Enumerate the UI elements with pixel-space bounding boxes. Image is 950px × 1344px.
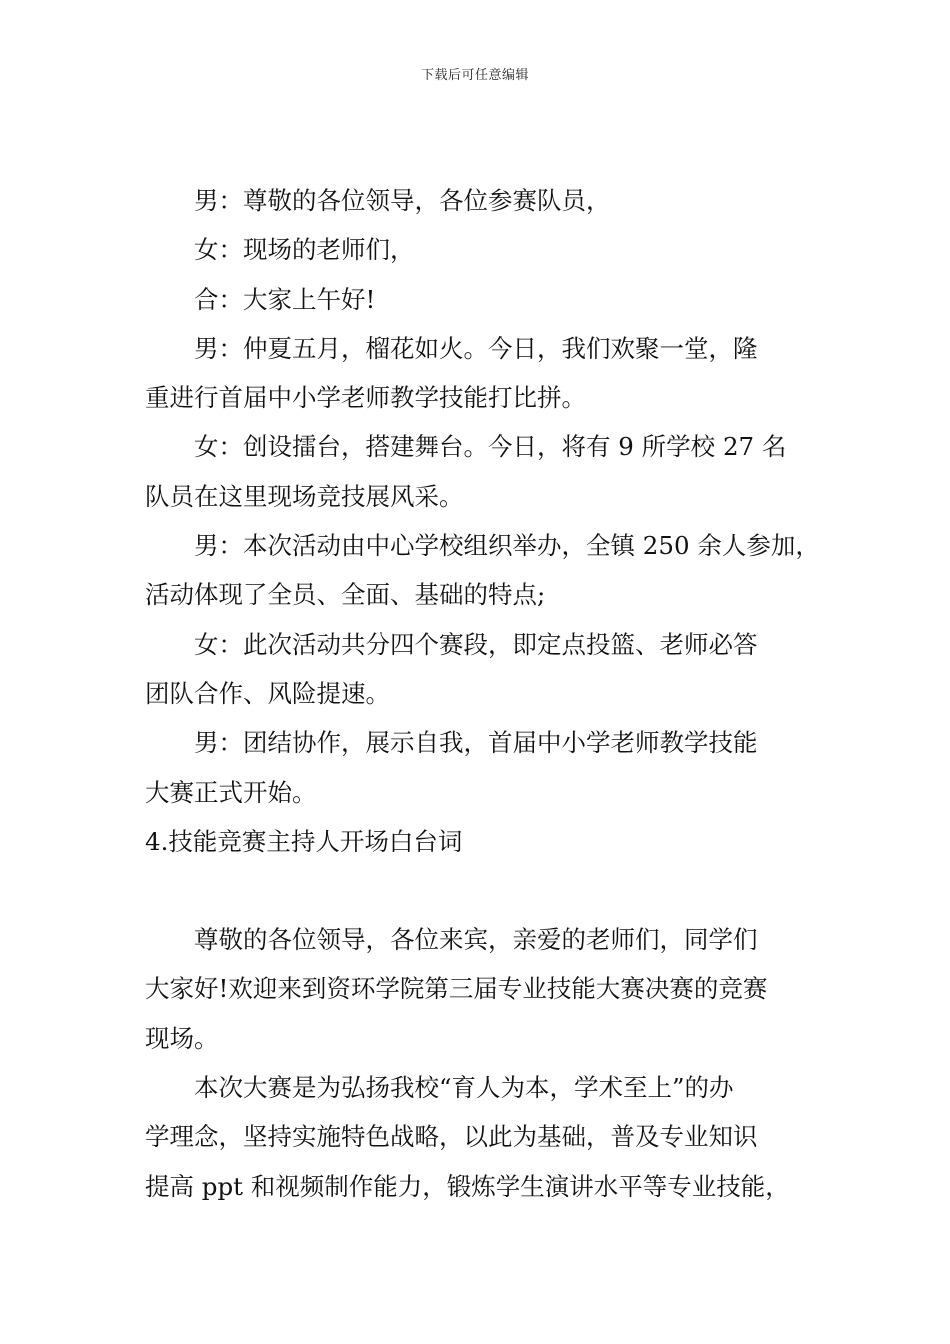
text-line: 团队合作、风险提速。	[145, 678, 390, 708]
text-line: 队员在这里现场竞技展风采。	[145, 481, 464, 511]
text-line: 女：此次活动共分四个赛段，即定点投篮、老师必答	[194, 629, 758, 659]
text-line: 尊敬的各位领导，各位来宾，亲爱的老师们，同学们	[194, 925, 758, 955]
blank-line	[145, 866, 815, 915]
text-line: 学理念，坚持实施特色战略，以此为基础，普及专业知识	[145, 1122, 758, 1152]
text-line: 现场。	[145, 1023, 219, 1053]
text-line: 重进行首届中小学老师教学技能打比拼。	[145, 383, 586, 413]
text-line: 男：本次活动由中心学校组织举办，全镇 250 余人参加，	[194, 531, 820, 561]
text-line: 男：仲夏五月，榴花如火。今日，我们欢聚一堂，隆	[194, 333, 758, 363]
document-body	[145, 176, 820, 1211]
text-line: 提高 ppt 和视频制作能力，锻炼学生演讲水平等专业技能，	[145, 1171, 790, 1201]
text-line: 男：团结协作，展示自我，首届中小学老师教学技能	[194, 728, 758, 758]
text-line: 大家好!欢迎来到资环学院第三届专业技能大赛决赛的竞赛	[145, 974, 768, 1004]
text-line: 合：大家上午好!	[194, 284, 376, 314]
text-line: 男：尊敬的各位领导，各位参赛队员，	[194, 186, 611, 215]
text-line: 活动体现了全员、全面、基础的特点;	[145, 580, 546, 610]
section-heading: 4.技能竞赛主持人开场白台词	[145, 826, 463, 856]
page-header: 下载后可任意编辑	[420, 68, 529, 83]
text-line: 大赛正式开始。	[145, 777, 317, 807]
text-line: 本次大赛是为弘扬我校“育人为本，学术至上”的办	[194, 1073, 734, 1103]
text-line: 女：现场的老师们，	[194, 235, 415, 265]
text-line: 女：创设擂台，搭建舞台。今日，将有 9 所学校 27 名	[194, 432, 787, 462]
